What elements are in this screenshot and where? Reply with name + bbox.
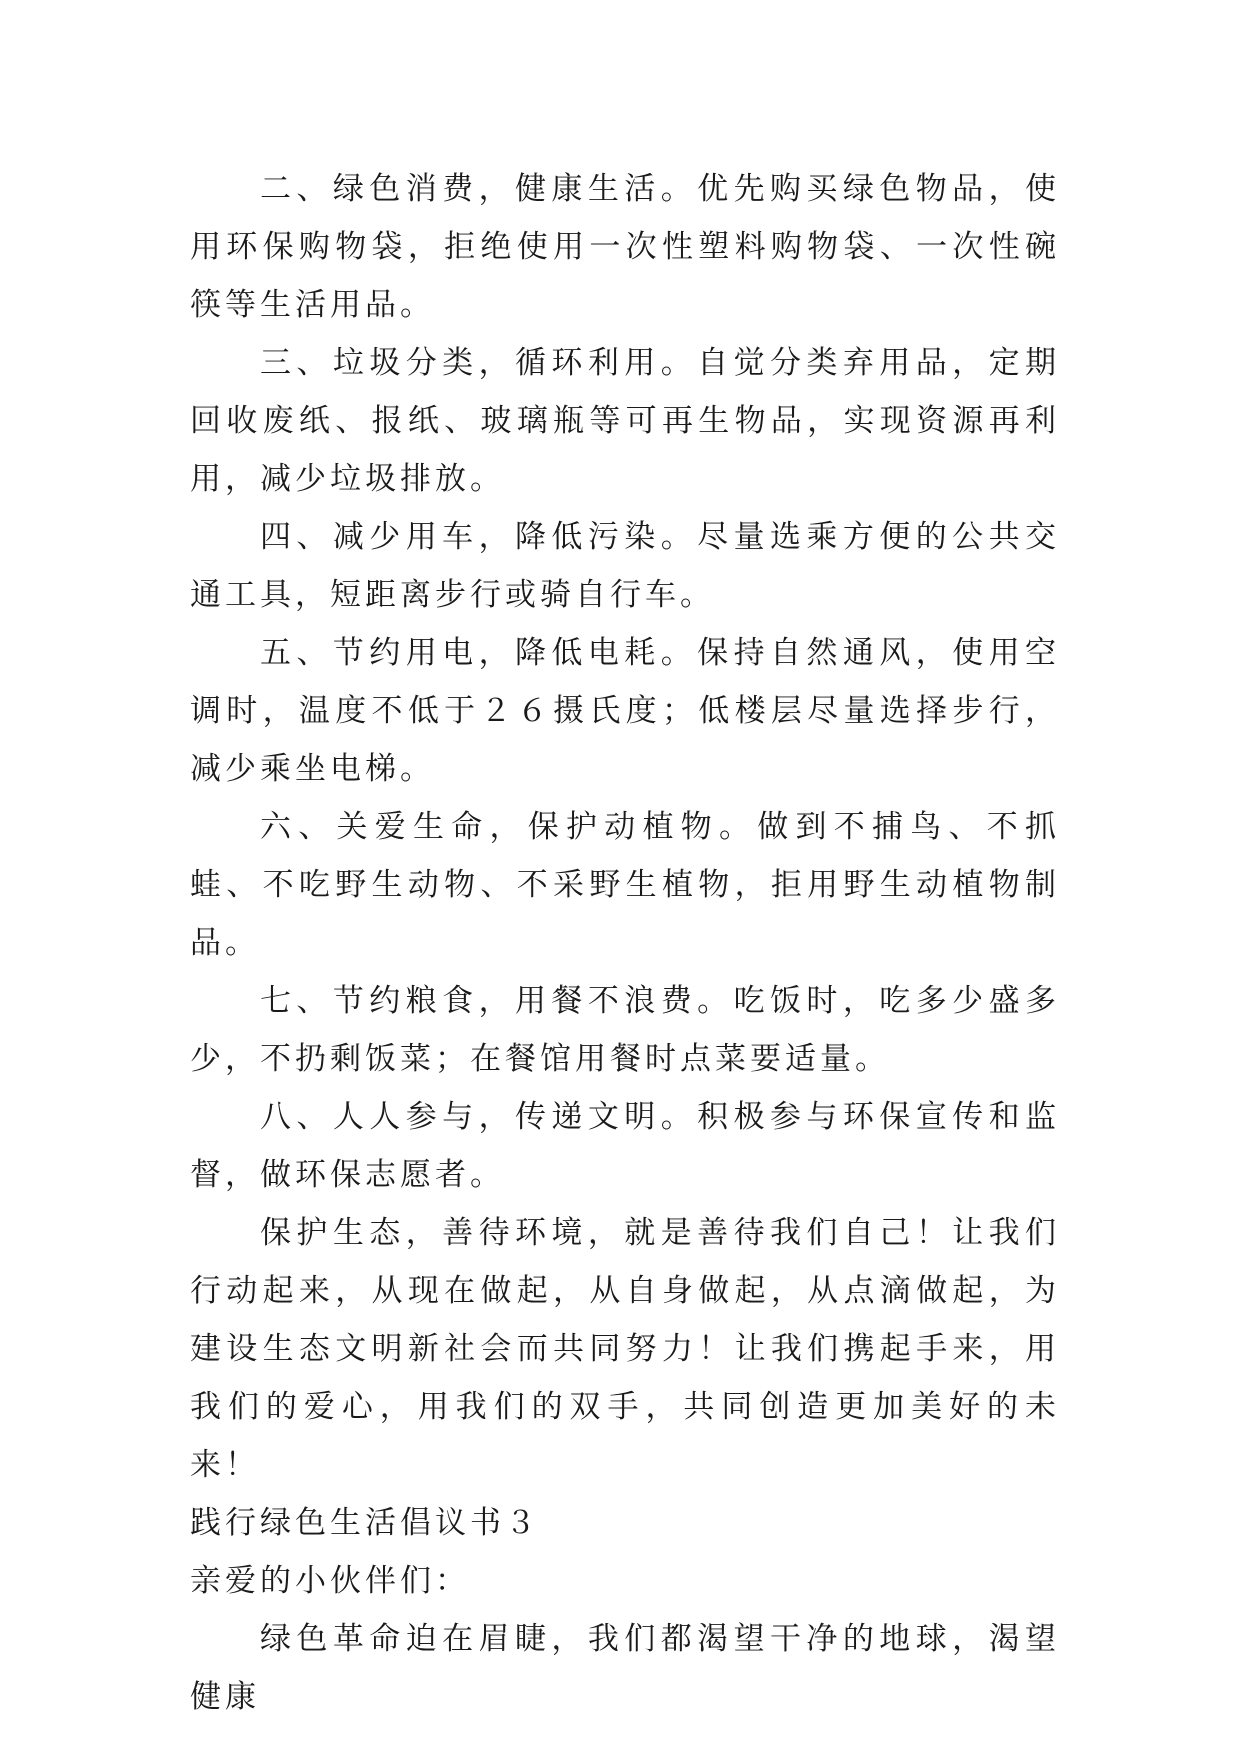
paragraph-protect-wildlife: 六、关爱生命，保护动植物。做到不捕鸟、不抓蛙、不吃野生动物、不采野生植物，拒用野生动植物制品。 — [190, 809, 1060, 961]
paragraph-closing: 保护生态，善待环境，就是善待我们自己！让我们行动起来，从现在做起，从自身做起，从点滴做起，为建设生态文明新社会而共同努力！让我们携起手来，用我们的爱心，用我们的双手，共同创造更加美好的未来！ — [190, 1215, 1060, 1483]
paragraph-participate: 八、人人参与，传递文明。积极参与环保宣传和监督，做环保志愿者。 — [190, 1099, 1060, 1193]
document-body — [190, 160, 1060, 1726]
paragraph-save-electricity: 五、节约用电，降低电耗。保持自然通风，使用空调时，温度不低于２６摄氏度；低楼层尽量选择步行，减少乘坐电梯。 — [190, 635, 1060, 787]
paragraph-green-consumption: 二、绿色消费，健康生活。优先购买绿色物品，使用环保购物袋，拒绝使用一次性塑料购物袋、一次性碗筷等生活用品。 — [190, 171, 1060, 323]
paragraph-green-revolution: 绿色革命迫在眉睫，我们都渴望干净的地球，渴望健康 — [190, 1621, 1060, 1715]
section-title: 践行绿色生活倡议书３ — [190, 1505, 540, 1541]
paragraph-reduce-driving: 四、减少用车，降低污染。尽量选乘方便的公共交通工具，短距离步行或骑自行车。 — [190, 519, 1060, 613]
paragraph-save-food: 七、节约粮食，用餐不浪费。吃饭时，吃多少盛多少，不扔剩饭菜；在餐馆用餐时点菜要适量。 — [190, 983, 1060, 1077]
salutation: 亲爱的小伙伴们： — [190, 1563, 470, 1599]
paragraph-garbage-sorting: 三、垃圾分类，循环利用。自觉分类弃用品，定期回收废纸、报纸、玻璃瓶等可再生物品，实现资源再利用，减少垃圾排放。 — [190, 345, 1060, 497]
